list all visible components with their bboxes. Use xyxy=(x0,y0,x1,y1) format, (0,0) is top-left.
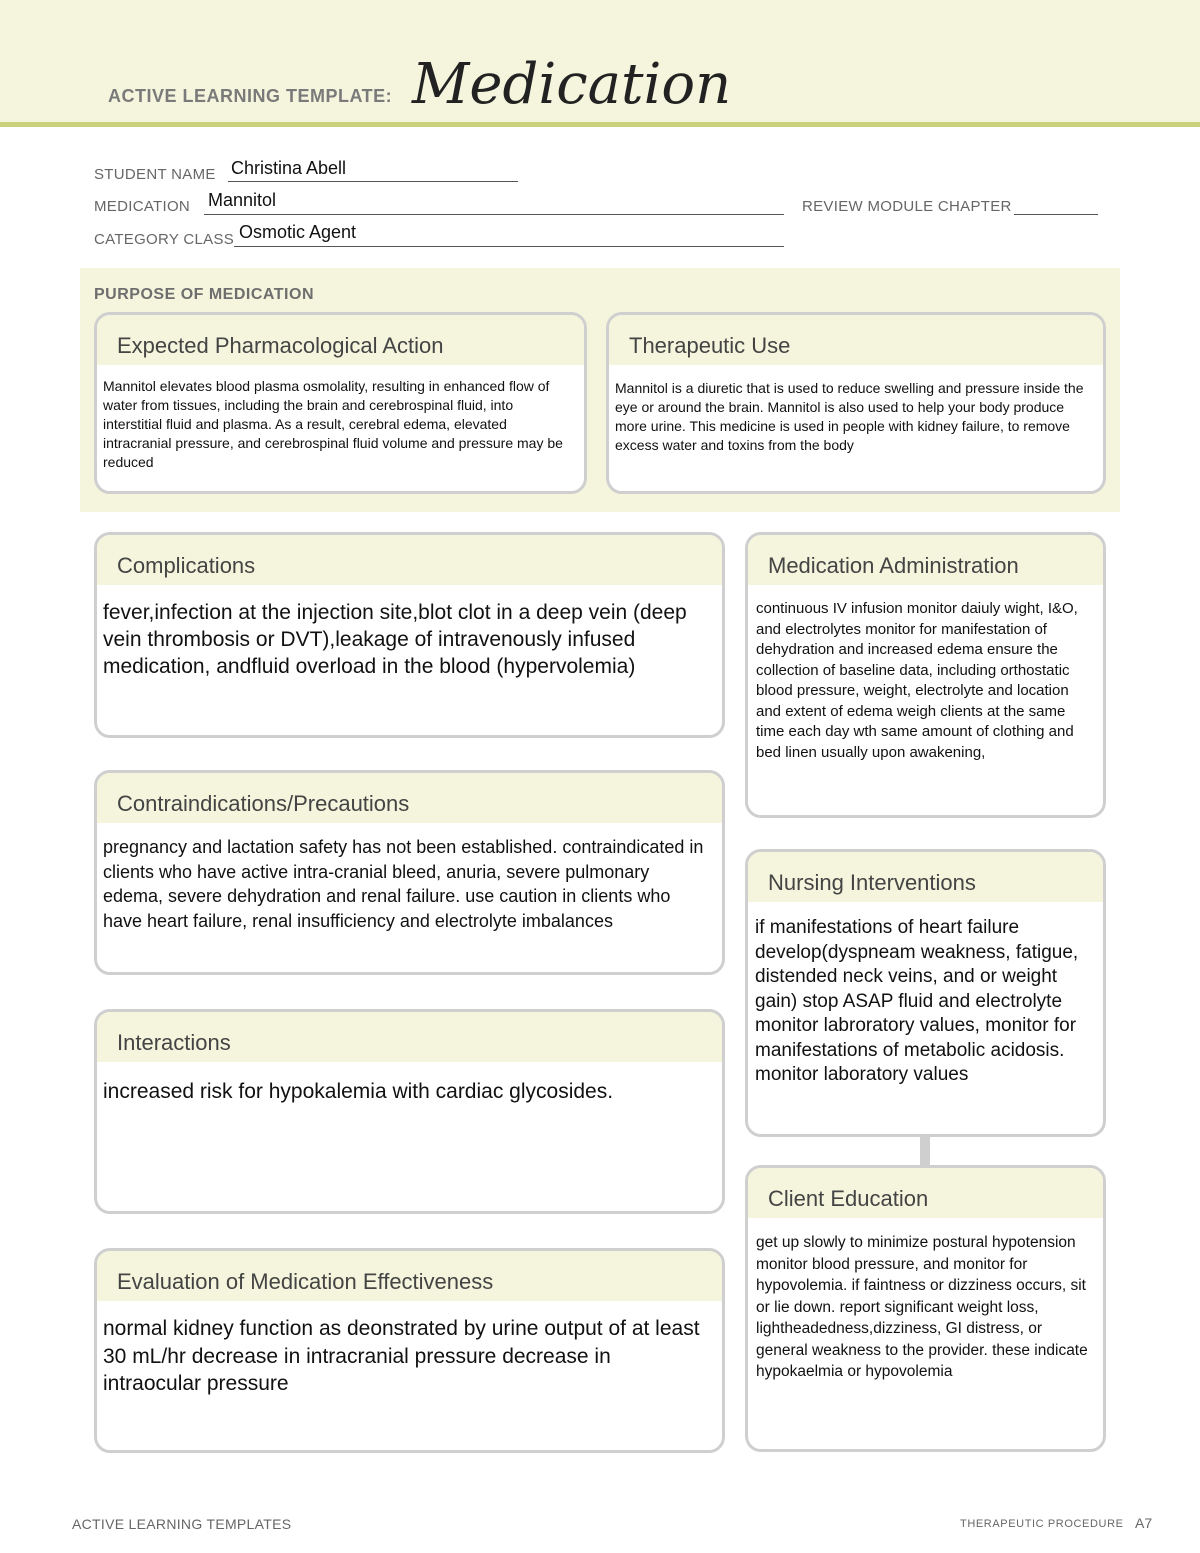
complications-title: Complications xyxy=(117,553,256,578)
nursing-interventions-text[interactable]: if manifestations of heart failure develop(dyspneam weakness, fatigue, distended neck veins, and or weight gain) stop ASAP fluid and electrolyte monitor labroratory values, monitor for manifestations of metabolic acidosis. monitor laboratory values xyxy=(755,917,1079,1085)
client-education-box xyxy=(745,1165,1106,1452)
footer-right: THERAPEUTIC PROCEDURE xyxy=(960,1518,1124,1530)
medication-line xyxy=(204,214,784,215)
contraindications-text[interactable]: pregnancy and lactation safety has not been established. contraindicated in clients who have active intra-cranial bleed, anuria, severe pulmonary edema, severe dehydration and renal failure. use caution in clients who have heart failure, renal insufficiency and electrolyte imbalances xyxy=(103,837,704,931)
medication-label: MEDICATION xyxy=(94,198,191,215)
therapeutic-use-title: Therapeutic Use xyxy=(629,333,791,358)
category-class-label: CATEGORY CLASS xyxy=(94,231,235,248)
nursing-interventions-title: Nursing Interventions xyxy=(768,870,976,895)
interactions-title: Interactions xyxy=(117,1030,231,1055)
administration-title: Medication Administration xyxy=(768,553,1019,578)
evaluation-text[interactable]: normal kidney function as deonstrated by urine output of at least 30 mL/hr decrease in intracranial pressure decrease in intraocular pressure xyxy=(103,1317,700,1395)
student-name-value[interactable]: Christina Abell xyxy=(231,158,347,178)
review-module-line[interactable] xyxy=(1014,214,1098,215)
complications-text[interactable]: fever,infection at the injection site,blot clot in a deep vein (deep vein thrombosis or DVT),leakage of intravenously infused medication, andfluid overload in the blood (hypervolemia) xyxy=(103,601,687,678)
nursing-interventions-box xyxy=(745,849,1106,1137)
student-name-label: STUDENT NAME xyxy=(94,166,216,183)
category-class-line xyxy=(234,246,784,247)
interactions-box xyxy=(94,1009,725,1214)
category-class-value[interactable]: Osmotic Agent xyxy=(239,222,357,242)
medication-value[interactable]: Mannitol xyxy=(208,190,277,210)
footer-left: ACTIVE LEARNING TEMPLATES xyxy=(72,1516,292,1532)
complications-box xyxy=(94,532,725,738)
evaluation-title: Evaluation of Medication Effectiveness xyxy=(117,1269,494,1294)
template-label: ACTIVE LEARNING TEMPLATE: xyxy=(108,86,393,106)
administration-text[interactable]: continuous IV infusion monitor daiuly wight, I&O, and electrolytes monitor for manifestation of dehydration and increased edema ensure the collection of baseline data, including orthostatic blood pressure, weight, electrolyte and location and extent of edema weigh clients at the same time each day wth same amount of clothing and bed linen usually upon awakening, xyxy=(756,600,1078,761)
client-education-title: Client Education xyxy=(768,1186,929,1211)
purpose-title: PURPOSE OF MEDICATION xyxy=(94,286,314,303)
expected-action-text[interactable]: Mannitol elevates blood plasma osmolality, resulting in enhanced flow of water from tissues, including the brain and cerebrospinal fluid, into interstitial fluid and plasma. As a result, cerebral edema, elevated intracranial pressure, and cerebrospinal fluid volume and pressure may be reduced xyxy=(103,378,563,470)
student-name-line xyxy=(228,181,518,182)
administration-box xyxy=(745,532,1106,818)
client-education-text[interactable]: get up slowly to minimize postural hypotension monitor blood pressure, and monitor for hypovolemia. if faintness or dizziness occurs, sit or lie down. report significant weight loss, lightheadedness,dizziness, GI distress, or general weakness to the provider. these indicate hypokaelmia or hypovolemia xyxy=(756,1234,1088,1380)
box-connector xyxy=(920,1135,930,1167)
contraindications-box xyxy=(94,770,725,975)
header-divider xyxy=(0,122,1200,127)
therapeutic-use-box xyxy=(606,312,1106,494)
interactions-text[interactable]: increased risk for hypokalemia with cardiac glycosides. xyxy=(103,1080,614,1103)
expected-action-box xyxy=(94,312,587,494)
template-name: Medication xyxy=(412,52,732,117)
contraindications-title: Contraindications/Precautions xyxy=(117,791,410,816)
expected-action-title: Expected Pharmacological Action xyxy=(117,333,444,358)
footer-page-number: A7 xyxy=(1135,1515,1153,1531)
evaluation-box xyxy=(94,1248,725,1453)
review-module-label: REVIEW MODULE CHAPTER xyxy=(802,198,1012,215)
therapeutic-use-text[interactable]: Mannitol is a diuretic that is used to reduce swelling and pressure inside the eye or around the brain. Mannitol is also used to help your body produce more urine. This medicine is used in people with kidney failure, to remove excess water and toxins from the body xyxy=(615,380,1084,453)
